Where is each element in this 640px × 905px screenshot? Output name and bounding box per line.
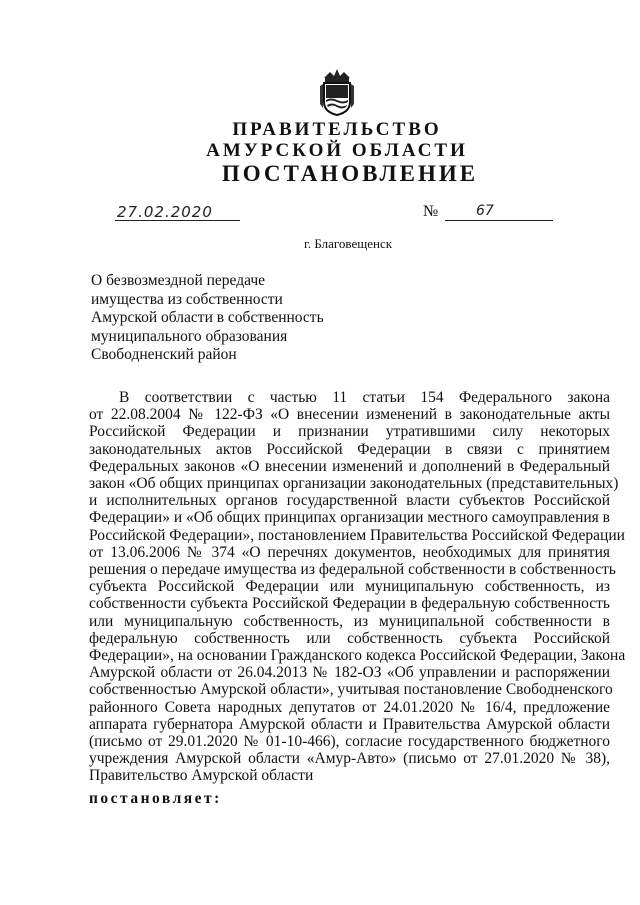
number-sign: № — [423, 203, 439, 220]
body-line: решения о передаче имущества из федеральной собственности в собственность — [89, 561, 616, 579]
document-date — [115, 203, 240, 223]
number-underline — [445, 220, 553, 221]
body-line: субъекта Российской Федерации или муниципальную собственность, из — [89, 578, 610, 596]
subject-line: муниципального образования — [91, 327, 288, 345]
date-value: 27.02.2020 — [117, 203, 213, 221]
document-subject — [91, 272, 324, 365]
number-value: 67 — [476, 203, 494, 219]
date-underline — [115, 220, 240, 221]
body-line: закон «Об общих принципах организации законодательных (представительных) — [89, 475, 619, 493]
body-line: аппарата губернатора Амурской области и Правительства Амурской области — [89, 715, 610, 733]
body-paragraph — [89, 389, 626, 785]
body-line: Федеральных законов «О внесении изменений и дополнений в Федеральный — [89, 457, 610, 475]
body-line: собственности субъекта Российской Федерации в федеральную собственность — [89, 595, 610, 613]
body-line: учреждения Амурской области «Амур-Авто» (письмо от 27.01.2020 № 38), — [89, 750, 610, 768]
subject-line: О безвозмездной передаче — [91, 272, 266, 289]
body-line: законодательных актов Российской Федерации в связи с принятием — [89, 440, 610, 458]
body-line: от 22.08.2004 № 122-ФЗ «О внесении изменений в законодательные акты — [89, 406, 610, 424]
amur-region-coat-of-arms-icon — [318, 64, 356, 116]
body-line: или муниципальную собственность, из муниципальной собственности в — [89, 612, 610, 630]
body-line: от 13.06.2006 № 374 «О перечнях документов, необходимых для принятия — [89, 543, 610, 561]
government-name-line2: АМУРСКОЙ ОБЛАСТИ — [206, 140, 468, 161]
body-line: (письмо от 29.01.2020 № 01-10-466), согласие государственного бюджетного — [89, 733, 610, 751]
decree-word: постановляет: — [89, 790, 222, 807]
body-line: Российской Федерации», постановлением Правительства Российской Федерации — [89, 526, 625, 544]
body-line: и исполнительных органов государственной власти субъектов Российской — [89, 492, 610, 510]
government-name-line1: ПРАВИТЕЛЬСТВО — [232, 119, 442, 140]
body-line: В соответствии с частью 11 статьи 154 Федерального закона — [119, 389, 610, 406]
body-line: Федерации», на основании Гражданского кодекса Российской Федерации, Закона — [89, 647, 626, 665]
body-line: собственностью Амурской области», учитывая постановление Свободненского — [89, 681, 613, 699]
body-line: Амурской области от 26.04.2013 № 182-ОЗ «Об управлении и распоряжении — [89, 664, 610, 682]
document-type-title: ПОСТАНОВЛЕНИЕ — [221, 161, 479, 186]
body-line: федеральную собственность или собственность субъекта Российской — [89, 629, 610, 647]
body-line: Правительство Амурской области — [89, 767, 314, 785]
city-label: г. Благовещенск — [304, 236, 393, 251]
subject-line: Амурской области в собственность — [91, 309, 324, 326]
body-line: районного Совета народных депутатов от 24.01.2020 № 16/4, предложение — [89, 698, 610, 716]
subject-line: имущества из собственности — [91, 290, 283, 308]
document-number — [423, 203, 553, 223]
body-line: Российской Федерации и признании утратившими силу некоторых — [89, 423, 610, 441]
subject-line: Свободненский район — [91, 346, 237, 363]
body-line: Федерации» и «Об общих принципах организации местного самоуправления в — [89, 509, 610, 527]
